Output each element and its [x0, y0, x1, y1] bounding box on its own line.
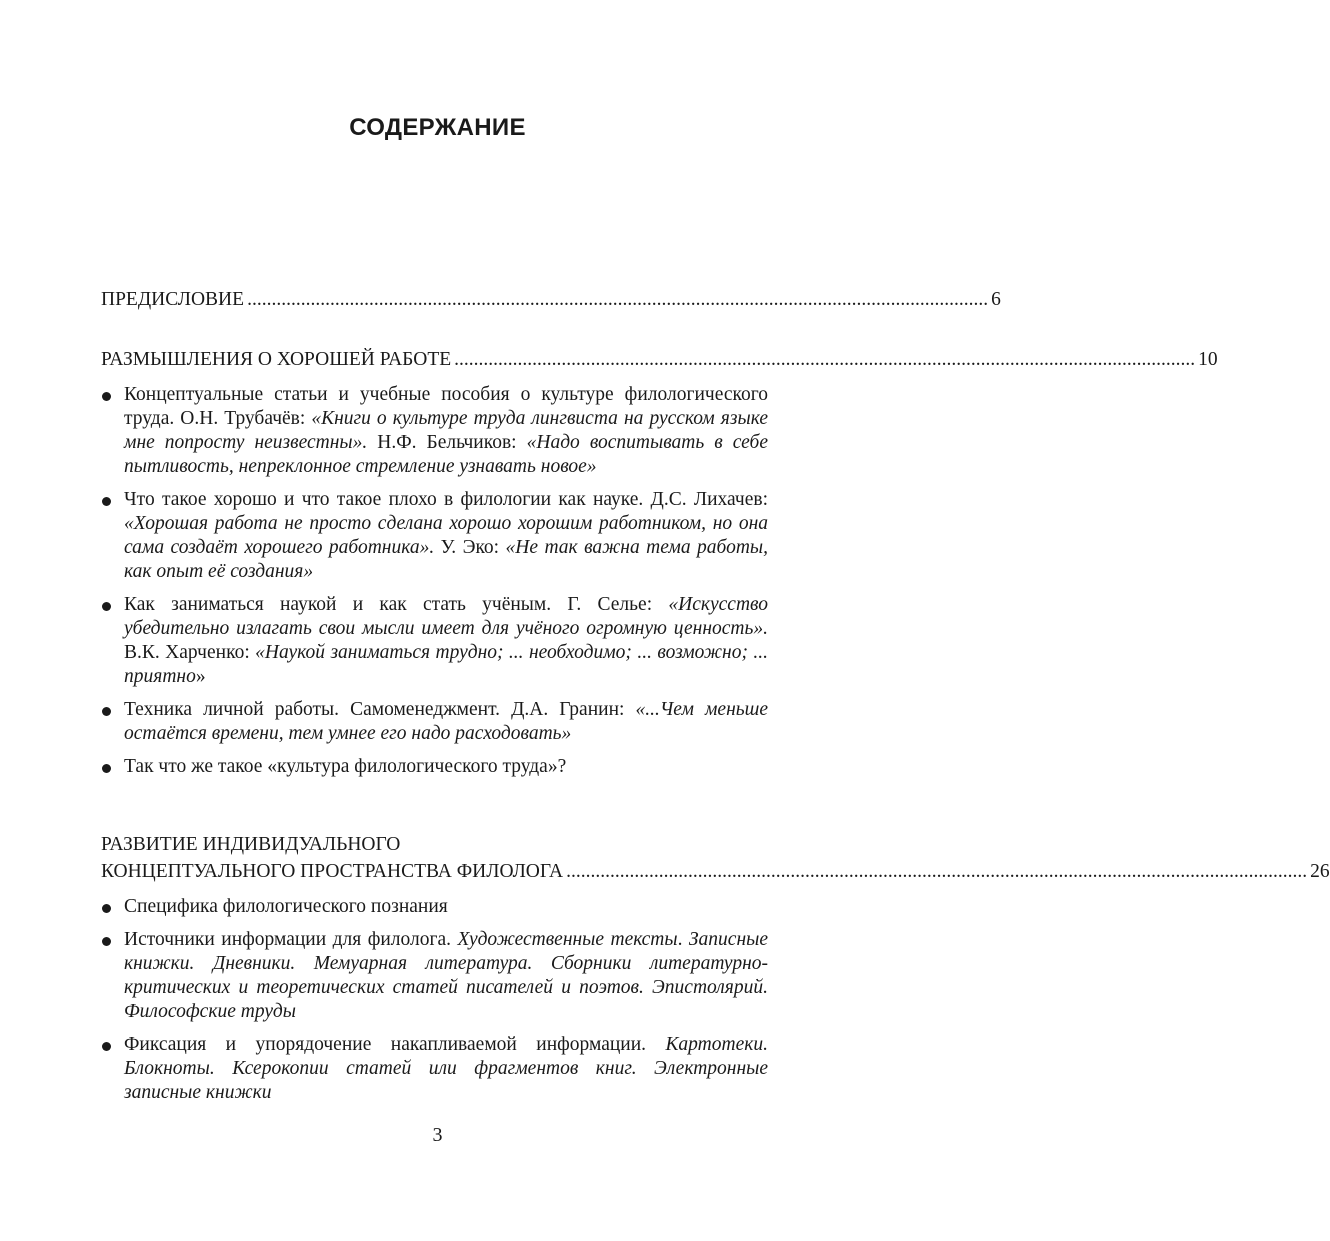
- subtopic-text: Техника личной работы. Самоменеджмент. Д.А. Гранин:: [124, 699, 636, 720]
- subtopic-text: Источники информации для филолога.: [124, 929, 458, 950]
- subtopic-text: Концептуальные статьи и учебные пособия о культуре филологического труда. О.Н. Трубачёв:: [124, 384, 768, 429]
- toc-section-reflections: [101, 346, 1218, 788]
- subtopic-quote-text: «Наукой заниматься трудно; ... необходимо; ... возможно; ... приятно: [124, 642, 768, 687]
- toc-subtopic-item: [101, 698, 768, 746]
- subtopic-text: Фиксация и упорядочение накапливаемой информации.: [124, 1034, 666, 1055]
- page-title: СОДЕРЖАНИЕ: [349, 114, 526, 141]
- toc-page-number: 6: [991, 289, 1001, 310]
- bullet-icon: [102, 392, 111, 401]
- subtopic-quote-text: Картотеки. Блокноты. Ксерокопии статей или фрагментов книг. Электронные записные книжки: [124, 1034, 768, 1103]
- bullet-icon: [102, 904, 111, 913]
- bullet-icon: [102, 1042, 111, 1051]
- subtopic-text: В.К. Харченко:: [124, 642, 256, 663]
- toc-subtopic-item: [101, 593, 768, 689]
- toc-heading-label: РАЗМЫШЛЕНИЯ О ХОРОШЕЙ РАБОТЕ: [101, 349, 452, 370]
- toc-subtopic-item: [101, 383, 768, 479]
- subtopic-quote-text: «Не так важна тема работы, как опыт её создания»: [124, 537, 768, 582]
- toc-heading-preface[interactable]: [101, 286, 1001, 313]
- page-number: 3: [432, 1124, 443, 1146]
- subtopic-text: Что такое хорошо и что такое плохо в филологии как науке. Д.С. Лихачев:: [124, 489, 768, 510]
- subtopic-quote-text: Записные книжки. Дневники. Мемуарная литература. Сборники литературно-критических и теоретических статей писателей и поэтов. Эпистолярий. Философские труды: [124, 929, 768, 1022]
- bullet-icon: [102, 707, 111, 716]
- toc-heading-label: КОНЦЕПТУАЛЬНОГО ПРОСТРАНСТВА ФИЛОЛОГА: [101, 861, 564, 882]
- subtopic-text: Специфика филологического познания: [124, 896, 448, 917]
- toc-subtopic-item: [101, 895, 768, 919]
- subtopic-quote-text: «Надо воспитывать в себе пытливость, непреклонное стремление узнавать новое»: [124, 432, 768, 477]
- toc-subtopic-item: [101, 755, 768, 779]
- bullet-icon: [102, 764, 111, 773]
- subtopic-text: Так что же такое «культура филологического труда»?: [124, 756, 567, 777]
- toc-section-preface: [101, 286, 1001, 313]
- toc-subtopic-item: [101, 488, 768, 584]
- subtopic-quote-text: «...Чем меньше остаётся времени, тем умнее его надо расходовать»: [124, 699, 768, 744]
- toc-heading-conceptual-space[interactable]: [101, 858, 1330, 885]
- toc-subtopics-list: [101, 383, 768, 779]
- subtopic-quote-text: Художественные тексты: [457, 929, 678, 950]
- toc-heading-reflections[interactable]: [101, 346, 1218, 373]
- toc-subtopic-item: [101, 928, 768, 1024]
- subtopic-text: »: [195, 666, 206, 687]
- bullet-icon: [102, 937, 111, 946]
- toc-section-conceptual-space: [101, 831, 1330, 1114]
- subtopic-text: Н.Ф. Бельчиков:: [367, 432, 527, 453]
- toc-subtopic-item: [101, 1033, 768, 1105]
- bullet-icon: [102, 497, 111, 506]
- subtopic-text: .: [677, 929, 689, 950]
- subtopic-quote-text: «Искусство убедительно излагать свои мысли имеет для учёного огромную ценность».: [124, 594, 768, 639]
- bullet-icon: [102, 602, 111, 611]
- toc-leader-dots: ........................................................................................................................................................: [566, 861, 1308, 882]
- toc-page-number: 10: [1198, 349, 1218, 370]
- subtopic-quote-text: «Хорошая работа не просто сделана хорошо хорошим работником, но она сама создаёт хорошего работника».: [124, 513, 768, 558]
- toc-heading-label: ПРЕДИСЛОВИЕ: [101, 289, 245, 310]
- toc-page-number: 26: [1310, 861, 1330, 882]
- toc-leader-dots: ........................................................................................................................................................: [454, 349, 1196, 370]
- toc-leader-dots: ........................................................................................................................................................: [247, 289, 989, 310]
- toc-heading-line1[interactable]: РАЗВИТИЕ ИНДИВИДУАЛЬНОГО: [101, 834, 401, 855]
- toc-subtopics-list: [101, 895, 768, 1105]
- subtopic-text: Как заниматься наукой и как стать учёным. Г. Селье:: [124, 594, 669, 615]
- subtopic-quote-text: «Книги о культуре труда лингвиста на русском языке мне попросту неизвестны».: [124, 408, 768, 453]
- subtopic-text: У. Эко:: [434, 537, 506, 558]
